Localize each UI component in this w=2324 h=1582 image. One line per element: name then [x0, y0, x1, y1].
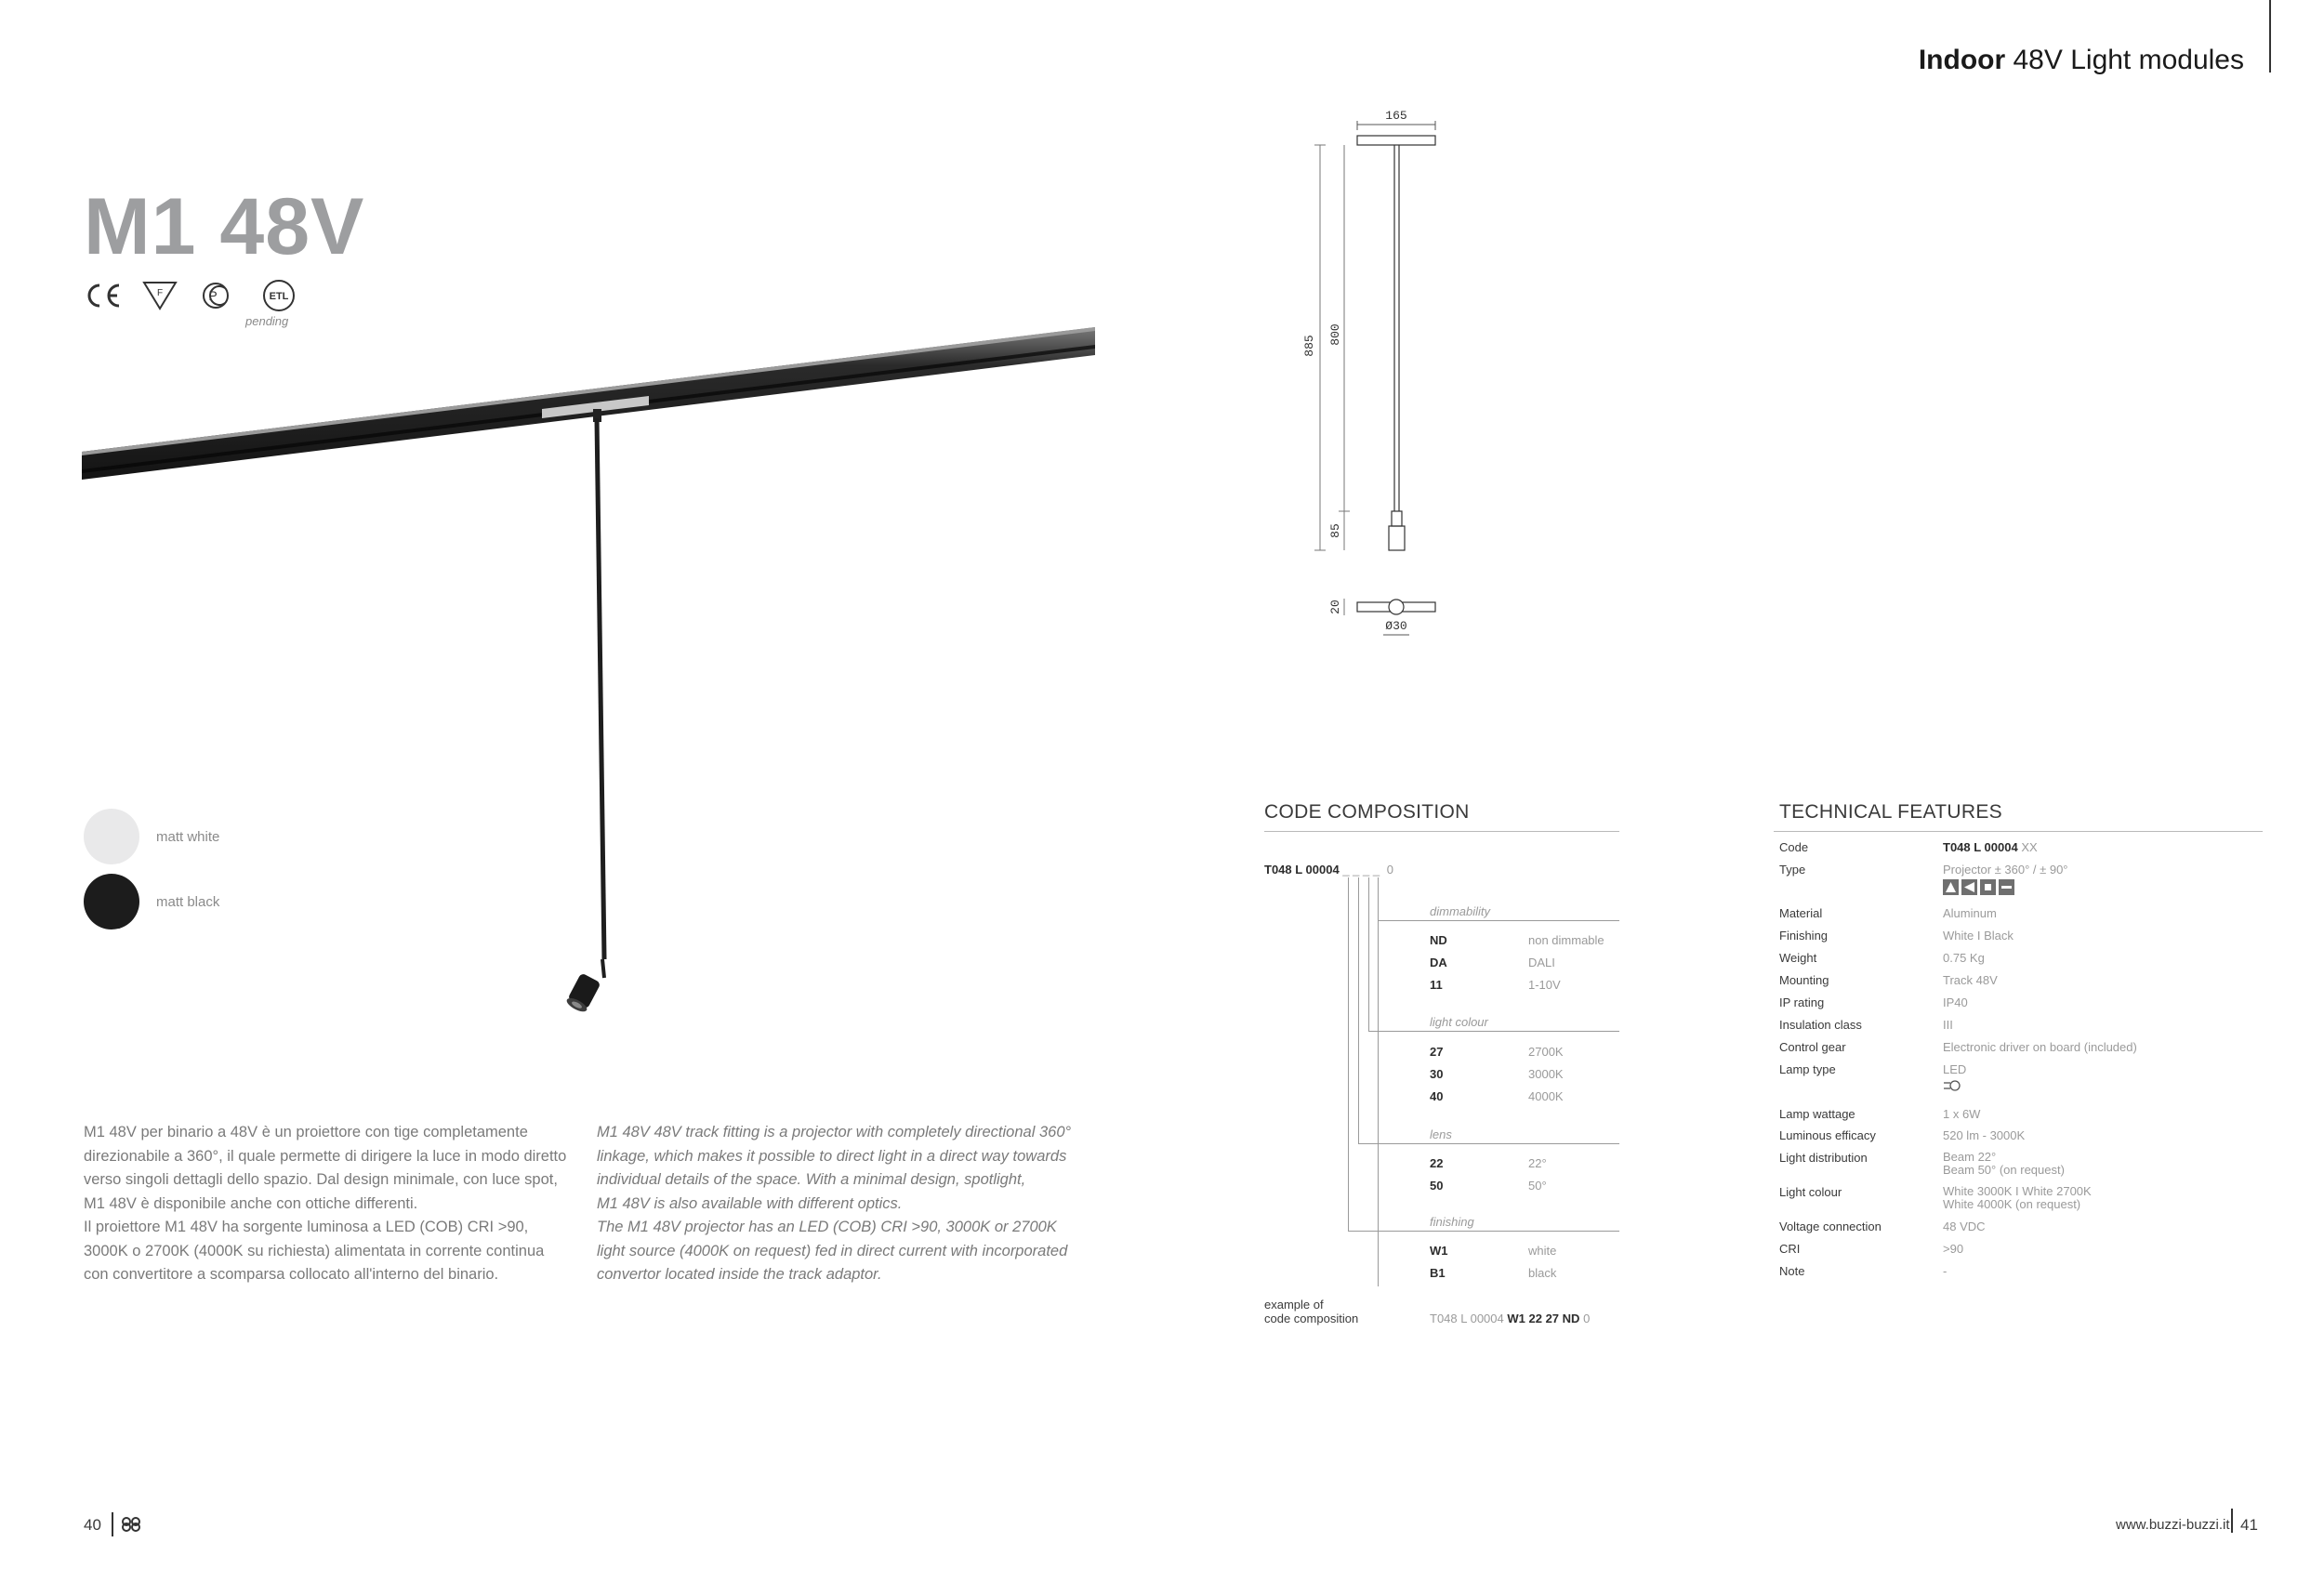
tf-label: Mounting — [1779, 973, 1829, 987]
swatch-matt-white — [84, 809, 139, 864]
tf-value — [1943, 1185, 2092, 1211]
technical-drawing — [1301, 102, 1487, 660]
description-line: M1 48V 48V track fitting is a projector with completely directional 360° — [597, 1124, 1072, 1140]
tf-label: CRI — [1779, 1242, 1801, 1256]
tf-value: III — [1943, 1018, 1953, 1032]
group-lens: lens — [1430, 1127, 1452, 1141]
header-rest: 48V Light modules — [2013, 45, 2244, 75]
option-desc: non dimmable — [1528, 933, 1604, 947]
tf-value: IP40 — [1943, 995, 1968, 1009]
option-code: 22 — [1430, 1156, 1444, 1170]
dim-label-diameter: Ø30 — [1385, 619, 1407, 633]
description-line: convertor located inside the track adaptor. — [597, 1266, 882, 1283]
option-code: 27 — [1430, 1045, 1444, 1059]
group-dimmability: dimmability — [1430, 904, 1491, 918]
dim-label-stem: 800 — [1328, 323, 1342, 346]
tf-value: 520 lm - 3000K — [1943, 1128, 2026, 1142]
tf-value: Aluminum — [1943, 906, 1997, 920]
footer-divider-right — [2231, 1509, 2233, 1533]
description-line: verso singoli dettagli dello spazio. Dal design minimale, con luce spot, — [84, 1171, 558, 1188]
svg-text:P: P — [208, 288, 218, 303]
connector-line — [1368, 877, 1369, 1031]
connector-line — [1358, 877, 1359, 1143]
option-code: 40 — [1430, 1089, 1444, 1103]
tf-label: Insulation class — [1779, 1018, 1862, 1032]
code-suffix: 0 — [1386, 863, 1393, 877]
code-composition-rule — [1264, 831, 1619, 832]
option-code: DA — [1430, 956, 1447, 969]
connector-line — [1378, 877, 1379, 1286]
tf-value: White I Black — [1943, 929, 2014, 943]
footer-divider-left — [112, 1512, 113, 1536]
dim-label-total: 885 — [1302, 335, 1316, 357]
option-desc: 50° — [1528, 1179, 1547, 1193]
tf-value-type: Projector ± 360° / ± 90° — [1943, 863, 2068, 877]
option-desc: black — [1528, 1266, 1557, 1280]
option-code: 30 — [1430, 1067, 1444, 1081]
option-code: B1 — [1430, 1266, 1446, 1280]
option-code: W1 — [1430, 1244, 1448, 1258]
brand-logo-icon — [121, 1517, 141, 1536]
tf-label: IP rating — [1779, 995, 1825, 1009]
dim-label-base: 20 — [1328, 600, 1342, 614]
swatch-label-matt-white: matt white — [156, 829, 220, 845]
swatch-matt-black — [84, 874, 139, 929]
ce-mark-icon — [84, 282, 123, 310]
tf-code-bold: T048 L 00004 — [1943, 840, 2018, 854]
tf-label: Weight — [1779, 951, 1817, 965]
description-english — [597, 1121, 1099, 1287]
tf-label: Light distribution — [1779, 1151, 1868, 1165]
tf-value-line: Beam 22° — [1943, 1150, 1997, 1164]
tf-label-code: Code — [1779, 840, 1809, 854]
certification-note: pending — [245, 314, 289, 328]
group-light-colour: light colour — [1430, 1015, 1488, 1029]
technical-features-title: TECHNICAL FEATURES — [1779, 801, 2002, 823]
code-composition-title: CODE COMPOSITION — [1264, 801, 1470, 823]
example-code-prefix: T048 L 00004 — [1430, 1312, 1504, 1325]
tf-label: Note — [1779, 1264, 1805, 1278]
etl-mark-icon — [260, 277, 297, 314]
tf-value: - — [1943, 1264, 1948, 1278]
code-base — [1264, 863, 1393, 877]
group-rule-lens — [1358, 1143, 1619, 1144]
led-icon — [1943, 1079, 1963, 1097]
description-line: M1 48V is also available with different optics. — [597, 1194, 903, 1212]
tf-value — [1943, 1151, 2065, 1177]
tf-value-line: Beam 50° (on request) — [1943, 1163, 2065, 1177]
option-desc: 4000K — [1528, 1089, 1564, 1103]
technical-features-rule — [1774, 831, 2263, 832]
option-code: 11 — [1430, 978, 1443, 992]
section-header — [1919, 45, 2244, 76]
page-number-left: 40 — [84, 1516, 101, 1534]
header-divider — [2269, 0, 2271, 73]
group-rule-finishing — [1348, 1231, 1619, 1232]
dim-label-head: 85 — [1328, 523, 1342, 538]
description-line: M1 48V per binario a 48V è un proiettore con tige completamente — [84, 1124, 528, 1140]
pc-mark-icon — [197, 281, 238, 310]
code-placeholder: _ _ _ _ — [1342, 863, 1380, 877]
product-photo — [82, 316, 1095, 1022]
tf-label: Light colour — [1779, 1185, 1842, 1199]
tf-value-line: White 3000K I White 2700K — [1943, 1184, 2092, 1198]
option-desc: white — [1528, 1244, 1557, 1258]
track-icon — [1999, 879, 2014, 895]
f-triangle-icon — [141, 280, 178, 311]
tf-value: Track 48V — [1943, 973, 1998, 987]
tf-label: Material — [1779, 906, 1823, 920]
website-link[interactable]: www.buzzi-buzzi.it — [2116, 1517, 2230, 1533]
group-rule-light-colour — [1368, 1031, 1619, 1032]
description-line: linkage, which makes it possible to direct light in a direct way towards — [597, 1147, 1067, 1165]
option-desc: 22° — [1528, 1156, 1547, 1170]
option-desc: DALI — [1528, 956, 1555, 969]
rotate-icon — [1961, 879, 1977, 895]
tf-label: Finishing — [1779, 929, 1829, 943]
description-line: The M1 48V projector has an LED (COB) CRI >90, 3000K or 2700K — [597, 1219, 1057, 1235]
description-line: M1 48V è disponibile anche con ottiche differenti. — [84, 1194, 418, 1212]
option-desc: 1-10V — [1528, 978, 1561, 992]
description-line: Il proiettore M1 48V ha sorgente luminosa a LED (COB) CRI >90, — [84, 1219, 529, 1235]
beam-icon — [1980, 879, 1996, 895]
tf-label: Luminous efficacy — [1779, 1128, 1876, 1142]
tilt-icon — [1943, 879, 1959, 895]
group-finishing: finishing — [1430, 1215, 1474, 1229]
description-line: direzionabile a 360°, il quale permette di dirigere la luce in modo diretto — [84, 1147, 567, 1165]
example-code-variants: W1 22 27 ND — [1507, 1312, 1580, 1325]
description-line: con convertitore a scomparsa collocato all'interno del binario. — [84, 1266, 499, 1283]
tf-value: 0.75 Kg — [1943, 951, 1985, 965]
product-title: M1 48V — [84, 182, 365, 271]
example-code-suffix: 0 — [1583, 1312, 1591, 1325]
tf-value: Electronic driver on board (included) — [1943, 1040, 2137, 1054]
tf-label: Control gear — [1779, 1040, 1846, 1054]
tf-value-line: White 4000K (on request) — [1943, 1197, 2081, 1211]
tf-value: 1 x 6W — [1943, 1107, 1981, 1121]
tf-value-code — [1943, 840, 2038, 854]
example-label-line: example of — [1264, 1298, 1324, 1312]
tf-value: LED — [1943, 1062, 1967, 1076]
page-number-right: 41 — [2240, 1516, 2258, 1534]
svg-text:F: F — [156, 288, 164, 298]
tf-type-icons — [1943, 879, 2017, 895]
tf-label: Lamp type — [1779, 1062, 1836, 1076]
option-code: 50 — [1430, 1179, 1444, 1193]
tf-code-suffix: XX — [2021, 840, 2038, 854]
option-desc: 2700K — [1528, 1045, 1564, 1059]
description-line: 3000K o 2700K (4000K su richiesta) alimentata in corrente continua — [84, 1242, 545, 1259]
option-desc: 3000K — [1528, 1067, 1564, 1081]
description-italian — [84, 1121, 586, 1287]
dim-label-width: 165 — [1385, 109, 1407, 123]
svg-text:ETL: ETL — [269, 291, 289, 302]
tf-label-type: Type — [1779, 863, 1806, 877]
description-line: individual details of the space. With a minimal design, spotlight, — [597, 1171, 1026, 1188]
header-bold: Indoor — [1918, 45, 2006, 75]
tf-value: 48 VDC — [1943, 1219, 1986, 1233]
group-rule-dimmability — [1378, 920, 1619, 921]
swatch-label-matt-black: matt black — [156, 894, 220, 910]
tf-value: >90 — [1943, 1242, 1964, 1256]
connector-line — [1348, 877, 1349, 1231]
code-base-value: T048 L 00004 — [1264, 863, 1340, 877]
certification-row — [84, 277, 297, 314]
example-label-line: code composition — [1264, 1312, 1359, 1325]
tf-label: Voltage connection — [1779, 1219, 1882, 1233]
tf-label: Lamp wattage — [1779, 1107, 1855, 1121]
option-code: ND — [1430, 933, 1447, 947]
description-line: light source (4000K on request) fed in direct current with incorporated — [597, 1242, 1068, 1259]
example-code — [1430, 1312, 1590, 1325]
example-label — [1264, 1298, 1358, 1325]
